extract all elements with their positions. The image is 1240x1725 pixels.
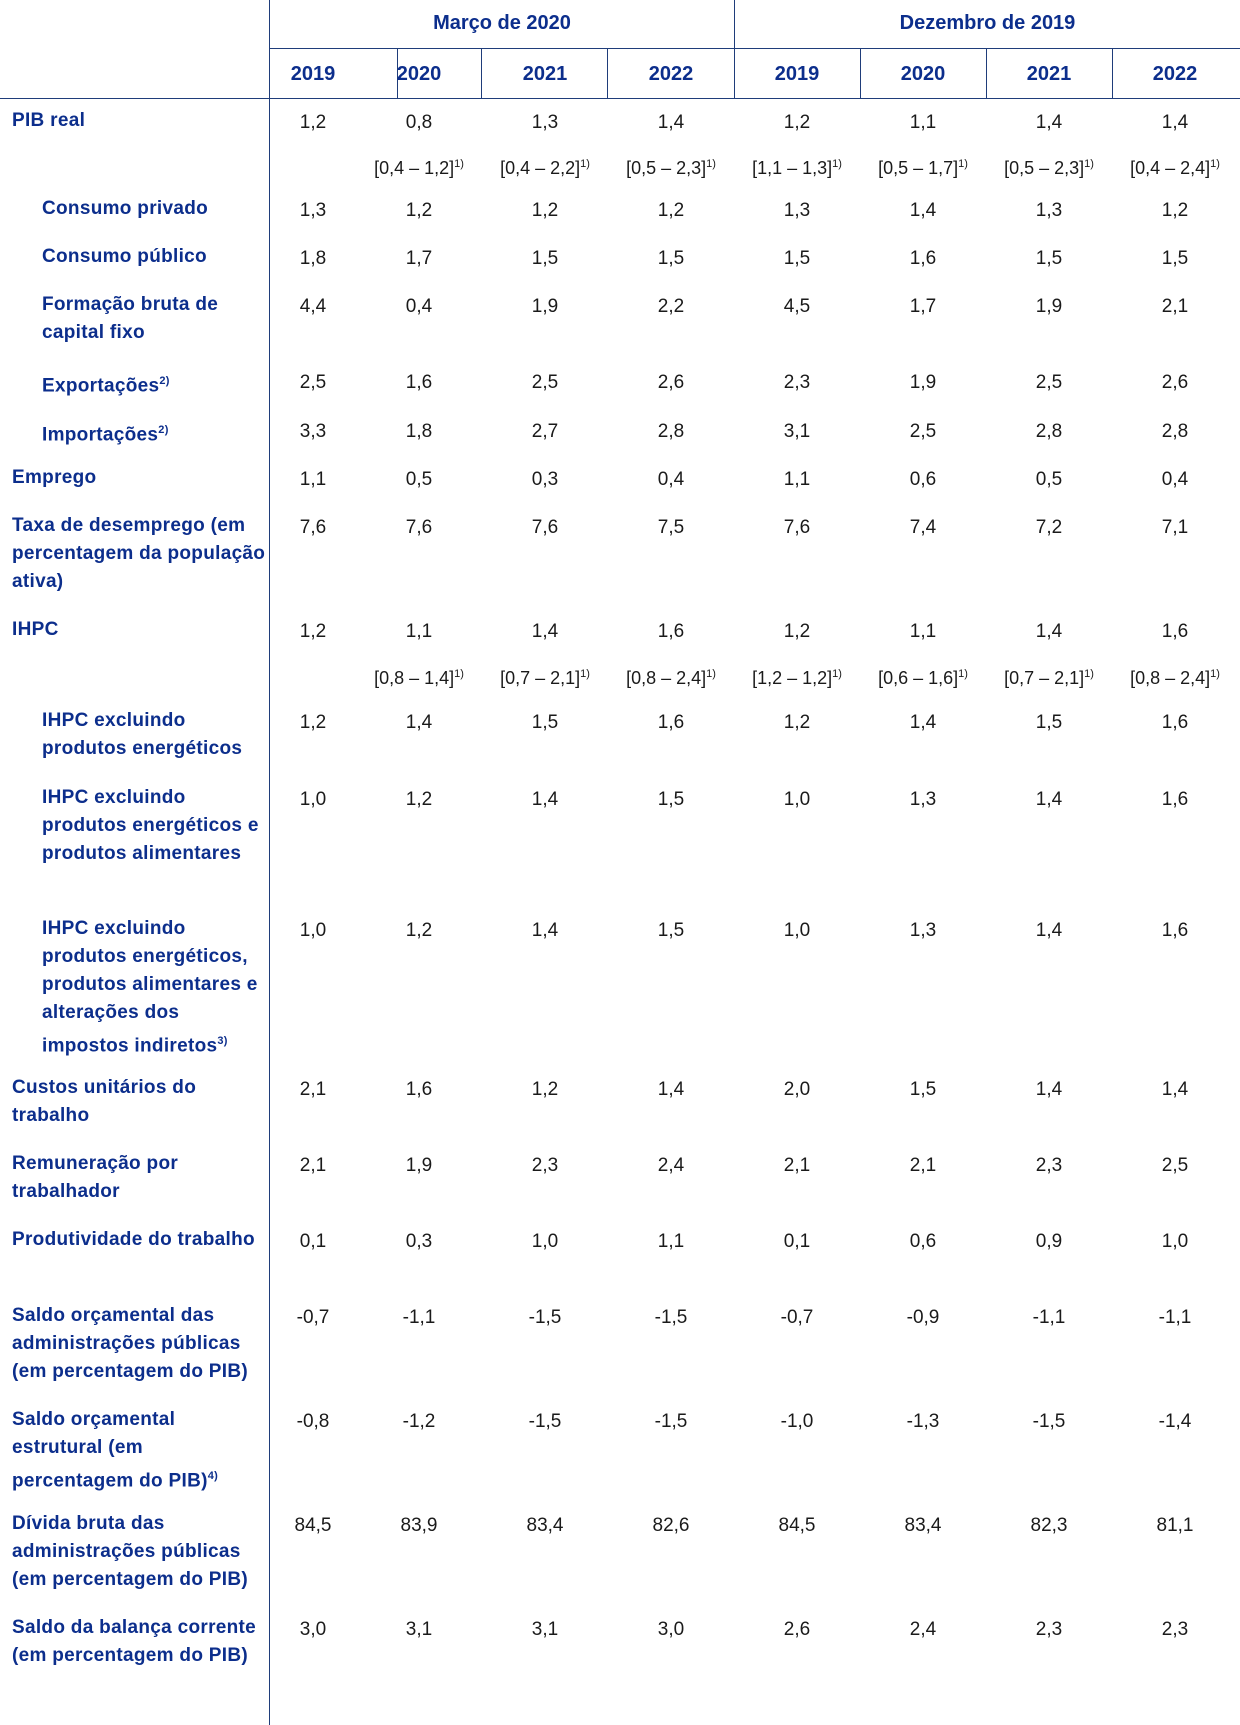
footnote-mark: 3) (217, 1035, 228, 1047)
range-cell: [0,5 – 1,7]$^{1)}$ (878, 158, 968, 178)
value-cell: 7,2 (1035, 517, 1063, 538)
range-cell: [0,5 – 2,3]$^{1)}$ (626, 158, 716, 178)
value-cell: 1,4 (1161, 1079, 1189, 1100)
value-cell: 2,6 (1161, 372, 1189, 393)
row-label: Emprego (12, 467, 97, 488)
value-cell: 3,3 (299, 421, 327, 442)
value-cell: -1,5 (654, 1307, 688, 1328)
value-cell: 1,6 (909, 248, 937, 269)
value-cell: 1,3 (909, 789, 937, 810)
value-cell: 1,0 (299, 920, 327, 941)
value-cell: 2,3 (783, 372, 811, 393)
range-cell: [0,8 – 2,4]$^{1)}$ (626, 668, 716, 688)
value-cell: 1,3 (299, 200, 327, 221)
value-cell: 2,1 (783, 1155, 811, 1176)
value-cell: -0,7 (296, 1307, 330, 1328)
value-cell: 1,4 (1035, 1079, 1063, 1100)
range-cell: [0,8 – 1,4]$^{1)}$ (374, 668, 464, 688)
value-cell: -1,1 (402, 1307, 436, 1328)
value-cell: -0,8 (296, 1411, 330, 1432)
value-cell: 0,4 (1161, 469, 1189, 490)
row-label: Taxa de desemprego (em percentagem da população ativa) (12, 515, 266, 592)
value-cell: 1,4 (909, 200, 937, 221)
footnote-mark: 1) (706, 668, 716, 680)
value-cell: -1,5 (528, 1411, 562, 1432)
value-cell: -1,3 (906, 1411, 940, 1432)
value-cell: 1,9 (531, 296, 559, 317)
value-cell: 0,6 (909, 469, 937, 490)
value-cell: 84,5 (294, 1515, 332, 1536)
footnote-mark: 1) (1210, 668, 1220, 680)
footnote-mark: 1) (958, 158, 968, 170)
value-cell: 0,1 (783, 1231, 811, 1252)
row-label: PIB real (12, 110, 86, 131)
value-cell: 1,2 (405, 920, 433, 941)
value-cell: 1,5 (1035, 248, 1063, 269)
range-cell: [0,4 – 1,2]$^{1)}$ (374, 158, 464, 178)
value-cell: 2,5 (909, 421, 937, 442)
value-cell: 82,6 (652, 1515, 690, 1536)
group-header-march-2020: Março de 2020 (433, 12, 571, 34)
value-cell: 1,2 (657, 200, 685, 221)
footnote-mark: 1) (958, 668, 968, 680)
value-cell: 1,2 (1161, 200, 1189, 221)
row-label: Consumo público (42, 246, 207, 267)
value-cell: 1,6 (657, 712, 685, 733)
value-cell: 3,1 (783, 421, 811, 442)
value-cell: 1,8 (405, 421, 433, 442)
range-cell: [0,5 – 2,3]$^{1)}$ (1004, 158, 1094, 178)
row-label: Saldo orçamental das administrações públicas (em percentagem do PIB) (12, 1305, 249, 1382)
value-cell: 81,1 (1156, 1515, 1194, 1536)
value-cell: 1,2 (405, 200, 433, 221)
value-cell: 1,0 (1161, 1231, 1189, 1252)
value-cell: 1,2 (299, 621, 327, 642)
year-header: 2019 (290, 63, 336, 85)
footnote-mark: 4) (207, 1470, 219, 1482)
row-label: Importações$^{2)}$ (42, 424, 169, 446)
value-cell: 2,1 (299, 1155, 327, 1176)
value-cell: 0,5 (405, 469, 433, 490)
range-cell: [0,6 – 1,6]$^{1)}$ (878, 668, 968, 688)
footnote-mark: 2) (158, 424, 169, 436)
value-cell: 1,4 (531, 621, 559, 642)
row-label: Dívida bruta das administrações públicas (em percentagem do PIB) (12, 1513, 249, 1590)
value-cell: 0,8 (405, 112, 433, 133)
value-cell: 1,6 (1161, 621, 1189, 642)
row-label: Custos unitários do trabalho (12, 1077, 197, 1126)
row-label: IHPC excluindo produtos energéticos, produtos alimentares e alterações dos impostos indiretos$^{3)}$ (42, 918, 258, 1057)
value-cell: 82,3 (1030, 1515, 1068, 1536)
value-cell: 7,5 (657, 517, 685, 538)
value-cell: 2,6 (783, 1619, 811, 1640)
value-cell: 1,0 (783, 920, 811, 941)
value-cell: 1,3 (909, 920, 937, 941)
value-cell: 1,5 (657, 248, 685, 269)
range-cell: [1,2 – 1,2]$^{1)}$ (752, 668, 842, 688)
value-cell: 83,4 (526, 1515, 564, 1536)
footnote-mark: 1) (832, 668, 842, 680)
group-header-december-2019: Dezembro de 2019 (899, 12, 1076, 34)
value-cell: 2,1 (299, 1079, 327, 1100)
row-label: Remuneração por trabalhador (12, 1153, 179, 1202)
value-cell: 0,6 (909, 1231, 937, 1252)
value-cell: -1,5 (654, 1411, 688, 1432)
value-cell: 2,7 (531, 421, 559, 442)
footnote-mark: 2) (159, 375, 170, 387)
row-label: Exportações$^{2)}$ (42, 375, 170, 397)
value-cell: 1,9 (1035, 296, 1063, 317)
value-cell: 1,4 (1035, 621, 1063, 642)
value-cell: 1,4 (405, 712, 433, 733)
value-cell: 83,9 (400, 1515, 438, 1536)
footnote-mark: 1) (706, 158, 716, 170)
value-cell: 2,8 (1035, 421, 1063, 442)
value-cell: 0,3 (405, 1231, 433, 1252)
value-cell: 83,4 (904, 1515, 942, 1536)
value-cell: 1,1 (405, 621, 433, 642)
value-cell: 2,3 (1161, 1619, 1189, 1640)
group-header-divider (269, 48, 1240, 49)
value-cell: 2,8 (1161, 421, 1189, 442)
footnote-mark: 1) (1210, 158, 1220, 170)
value-cell: 2,0 (783, 1079, 811, 1100)
range-cell: [0,7 – 2,1]$^{1)}$ (1004, 668, 1094, 688)
value-cell: 1,4 (531, 920, 559, 941)
value-cell: 1,5 (1035, 712, 1063, 733)
value-cell: 1,2 (531, 1079, 559, 1100)
value-cell: 0,5 (1035, 469, 1063, 490)
value-cell: 1,6 (1161, 920, 1189, 941)
value-cell: 2,3 (1035, 1619, 1063, 1640)
row-label: Saldo orçamental estrutural (em percentagem do PIB)$^{4)}$ (12, 1409, 219, 1492)
value-cell: 7,4 (909, 517, 937, 538)
value-cell: 1,0 (531, 1231, 559, 1252)
value-cell: 2,4 (909, 1619, 937, 1640)
value-cell: 3,1 (531, 1619, 559, 1640)
value-cell: 1,2 (299, 112, 327, 133)
value-cell: 1,8 (299, 248, 327, 269)
value-cell: 7,6 (783, 517, 811, 538)
year-header: 2020 (900, 63, 946, 85)
footnote-mark: 1) (1084, 668, 1094, 680)
footnote-mark: 1) (454, 158, 464, 170)
value-cell: 3,0 (657, 1619, 685, 1640)
value-cell: 1,3 (1035, 200, 1063, 221)
value-cell: 1,2 (783, 112, 811, 133)
value-cell: -1,1 (1032, 1307, 1066, 1328)
row-label: IHPC excluindo produtos energéticos (42, 710, 243, 759)
value-cell: 1,5 (657, 789, 685, 810)
value-cell: 1,5 (909, 1079, 937, 1100)
value-cell: 1,1 (299, 469, 327, 490)
value-cell: -1,2 (402, 1411, 436, 1432)
footnote-mark: 1) (1084, 158, 1094, 170)
value-cell: 1,2 (531, 200, 559, 221)
value-cell: 1,6 (657, 621, 685, 642)
row-label: IHPC (12, 619, 59, 640)
value-cell: 1,4 (657, 1079, 685, 1100)
value-cell: 7,6 (405, 517, 433, 538)
year-header: 2022 (648, 63, 694, 85)
value-cell: 1,4 (1035, 920, 1063, 941)
value-cell: 1,1 (657, 1231, 685, 1252)
value-cell: -0,9 (906, 1307, 940, 1328)
value-cell: 0,4 (657, 469, 685, 490)
value-cell: 2,3 (1035, 1155, 1063, 1176)
value-cell: 2,3 (531, 1155, 559, 1176)
value-cell: 1,9 (909, 372, 937, 393)
value-cell: 1,5 (783, 248, 811, 269)
value-cell: 1,6 (405, 1079, 433, 1100)
value-cell: -1,5 (1032, 1411, 1066, 1432)
footnote-mark: 1) (832, 158, 842, 170)
row-label: Produtividade do trabalho (12, 1229, 255, 1250)
value-cell: 1,5 (531, 248, 559, 269)
value-cell: 1,1 (909, 621, 937, 642)
value-cell: 2,1 (1161, 296, 1189, 317)
row-label: Formação bruta de capital fixo (42, 294, 219, 343)
value-cell: 0,3 (531, 469, 559, 490)
value-cell: 2,6 (657, 372, 685, 393)
value-cell: -1,1 (1158, 1307, 1192, 1328)
value-cell: 2,1 (909, 1155, 937, 1176)
value-cell: -0,7 (780, 1307, 814, 1328)
value-cell: -1,5 (528, 1307, 562, 1328)
value-cell: 1,2 (783, 712, 811, 733)
value-cell: 1,4 (531, 789, 559, 810)
row-label: Saldo da balança corrente (em percentagem do PIB) (12, 1617, 257, 1666)
value-cell: 3,0 (299, 1619, 327, 1640)
year-header: 2021 (1026, 63, 1072, 85)
value-cell: 1,4 (657, 112, 685, 133)
value-cell: 4,5 (783, 296, 811, 317)
row-label: Consumo privado (42, 198, 209, 219)
value-cell: 2,5 (299, 372, 327, 393)
value-cell: 2,5 (531, 372, 559, 393)
range-cell: [0,7 – 2,1]$^{1)}$ (500, 668, 590, 688)
header-bottom-rule (0, 98, 1240, 99)
value-cell: 2,2 (657, 296, 685, 317)
value-cell: 1,4 (1035, 112, 1063, 133)
value-cell: -1,0 (780, 1411, 814, 1432)
value-cell: 7,6 (531, 517, 559, 538)
footnote-mark: 1) (454, 668, 464, 680)
value-cell: 0,1 (299, 1231, 327, 1252)
value-cell: 1,5 (657, 920, 685, 941)
value-cell: 1,6 (405, 372, 433, 393)
range-cell: [0,4 – 2,2]$^{1)}$ (500, 158, 590, 178)
year-header: 2019 (774, 63, 820, 85)
value-cell: 1,2 (405, 789, 433, 810)
value-cell: 7,1 (1161, 517, 1189, 538)
year-header: 2020 (396, 63, 442, 85)
year-header: 2021 (522, 63, 568, 85)
value-cell: 1,9 (405, 1155, 433, 1176)
value-cell: 1,6 (1161, 712, 1189, 733)
value-cell: 0,4 (405, 296, 433, 317)
value-cell: 2,5 (1161, 1155, 1189, 1176)
value-cell: 4,4 (299, 296, 327, 317)
value-cell: 1,3 (531, 112, 559, 133)
value-cell: 3,1 (405, 1619, 433, 1640)
value-cell: 1,0 (783, 789, 811, 810)
value-cell: 1,4 (909, 712, 937, 733)
range-cell: [0,4 – 2,4]$^{1)}$ (1130, 158, 1220, 178)
value-cell: 2,8 (657, 421, 685, 442)
value-cell: 1,3 (783, 200, 811, 221)
value-cell: -1,4 (1158, 1411, 1192, 1432)
value-cell: 1,4 (1035, 789, 1063, 810)
value-cell: 7,6 (299, 517, 327, 538)
value-cell: 84,5 (778, 1515, 816, 1536)
footnote-mark: 1) (580, 668, 590, 680)
year-header: 2022 (1152, 63, 1198, 85)
value-cell: 1,4 (1161, 112, 1189, 133)
value-cell: 1,5 (1161, 248, 1189, 269)
value-cell: 1,0 (299, 789, 327, 810)
value-cell: 0,9 (1035, 1231, 1063, 1252)
value-cell: 1,1 (909, 112, 937, 133)
range-cell: [1,1 – 1,3]$^{1)}$ (752, 158, 842, 178)
value-cell: 1,5 (531, 712, 559, 733)
value-cell: 2,4 (657, 1155, 685, 1176)
footnote-mark: 1) (580, 158, 590, 170)
row-label: IHPC excluindo produtos energéticos e produtos alimentares (42, 787, 259, 864)
value-cell: 1,2 (299, 712, 327, 733)
value-cell: 1,7 (405, 248, 433, 269)
value-cell: 1,7 (909, 296, 937, 317)
value-cell: 2,5 (1035, 372, 1063, 393)
range-cell: [0,8 – 2,4]$^{1)}$ (1130, 668, 1220, 688)
value-cell: 1,6 (1161, 789, 1189, 810)
value-cell: 1,1 (783, 469, 811, 490)
value-cell: 1,2 (783, 621, 811, 642)
